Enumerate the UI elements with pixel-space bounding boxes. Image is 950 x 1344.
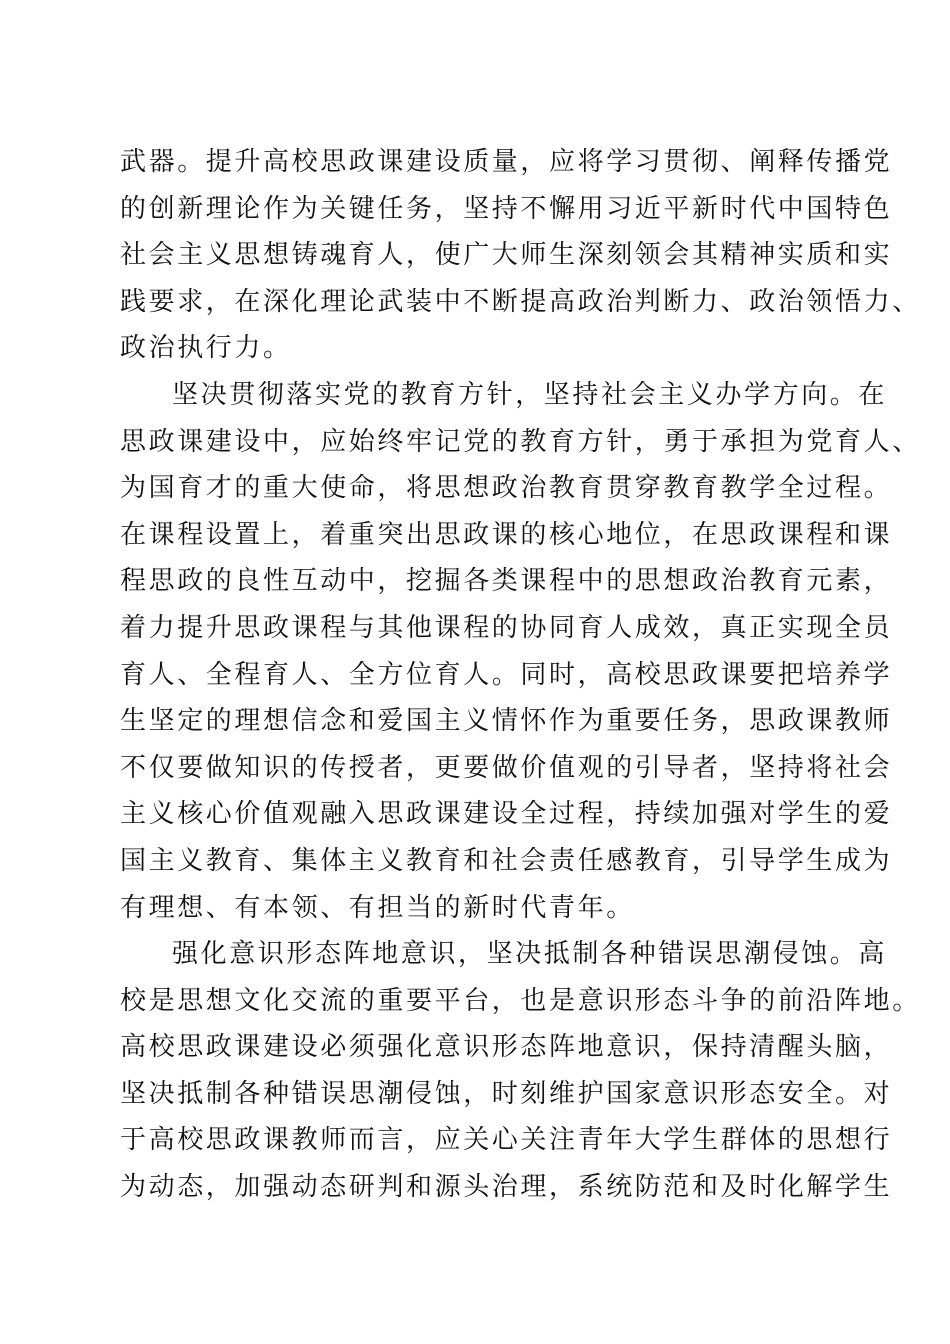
text-line: 为动态，加强动态研判和源头治理，系统防范和及时化解学生	[120, 1172, 893, 1203]
text-line: 育人、全程育人、全方位育人。同时，高校思政课要把培养学	[120, 659, 893, 690]
text-line: 的创新理论作为关键任务，坚持不懈用习近平新时代中国特色	[120, 193, 893, 224]
text-line: 高校思政课建设必须强化意识形态阵地意识，保持清醒头脑，	[120, 1032, 893, 1063]
text-line: 生坚定的理想信念和爱国主义情怀作为重要任务，思政课教师	[120, 706, 893, 737]
text-line: 践要求，在深化理论武装中不断提高政治判断力、政治领悟力、	[120, 286, 921, 317]
paragraph-first-line: 强化意识形态阵地意识，坚决抵制各种错误思潮侵蚀。高	[172, 939, 888, 970]
text-line: 主义核心价值观融入思政课建设全过程，持续加强对学生的爱	[120, 799, 893, 830]
text-line: 在课程设置上，着重突出思政课的核心地位，在思政课程和课	[120, 519, 893, 550]
text-line: 武器。提升高校思政课建设质量，应将学习贯彻、阐释传播党	[120, 147, 893, 177]
text-line: 社会主义思想铸魂育人，使广大师生深刻领会其精神实质和实	[120, 240, 893, 271]
text-line: 有理想、有本领、有担当的新时代青年。	[120, 892, 635, 923]
text-line: 校是思想文化交流的重要平台，也是意识形态斗争的前沿阵地。	[120, 985, 921, 1016]
text-line: 不仅要做知识的传授者，更要做价值观的引导者，坚持将社会	[120, 752, 893, 783]
document-body	[120, 139, 921, 1211]
text-line: 为国育才的重大使命，将思想政治教育贯穿教育教学全过程。	[120, 473, 893, 504]
text-line: 国主义教育、集体主义教育和社会责任感教育，引导学生成为	[120, 845, 893, 876]
text-line: 政治执行力。	[120, 333, 292, 364]
paragraph-first-line: 坚决贯彻落实党的教育方针，坚持社会主义办学方向。在	[172, 379, 888, 410]
text-line: 程思政的良性互动中，挖掘各类课程中的思想政治教育元素，	[120, 566, 893, 597]
text-line: 于高校思政课教师而言，应关心关注青年大学生群体的思想行	[120, 1125, 893, 1156]
text-line: 思政课建设中，应始终牢记党的教育方针，勇于承担为党育人、	[120, 426, 921, 457]
text-line: 着力提升思政课程与其他课程的协同育人成效，真正实现全员	[120, 612, 893, 643]
text-line: 坚决抵制各种错误思潮侵蚀，时刻维护国家意识形态安全。对	[120, 1078, 893, 1109]
